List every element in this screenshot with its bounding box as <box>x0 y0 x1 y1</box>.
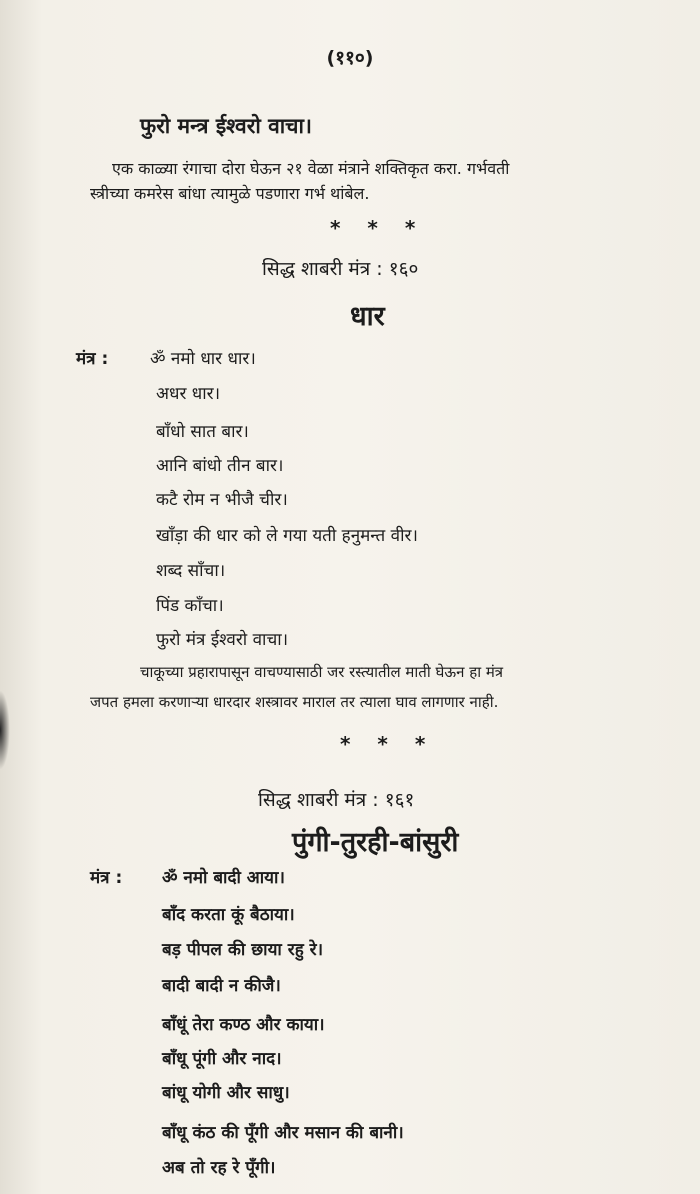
mantra-line: आनि बांधो तीन बार। <box>156 456 284 476</box>
section1-heading: फुरो मन्त्र ईश्वरो वाचा। <box>140 114 312 138</box>
mantra-line: बाँधूं तेरा कण्ठ और काया। <box>162 1015 325 1035</box>
mantra-line: बांधू योगी और साधु। <box>162 1083 290 1103</box>
section1-para-line: स्त्रीच्या कमरेस बांधा त्यामुळे पडणारा गर्भ थांबेल. <box>90 184 370 203</box>
mantra-line: बाँधू कंठ की पूँगी और मसान की बानी। <box>162 1123 404 1143</box>
section2-subtitle: सिद्ध शाबरी मंत्र : १६० <box>262 258 419 280</box>
mantra-line: पिंड काँचा। <box>156 596 224 616</box>
section2-para-line: जपत हमला करणाऱ्या धारदार शस्त्रावर माराल तर त्याला घाव लागणार नाही. <box>90 693 499 711</box>
mantra-line: अब तो रह रे पूँगी। <box>162 1158 276 1178</box>
mantra-line: खाँड़ा की धार को ले गया यती हनुमन्त वीर। <box>156 526 418 546</box>
mantra-label: मंत्र : <box>90 868 123 888</box>
mantra-line: बड़ पीपल की छाया रहु रे। <box>162 940 324 960</box>
mantra-line: बाँधू पूंगी और नाद। <box>162 1049 282 1069</box>
section2-para-line: चाकूच्या प्रहारापासून वाचण्यासाठी जर रस्त्यातील माती घेऊन हा मंत्र <box>140 663 504 681</box>
page-number: (११०) <box>326 47 374 69</box>
mantra-line: ॐ नमो बादी आया। <box>162 868 285 888</box>
mantra-line: कटै रोम न भीजै चीर। <box>156 490 288 510</box>
mantra-line: फुरो मंत्र ईश्वरो वाचा। <box>156 630 289 650</box>
section2-title: धार <box>350 301 385 332</box>
mantra-line: अधर धार। <box>156 384 221 404</box>
mantra-line: बादी बादी न कीजै। <box>162 976 281 996</box>
binding-shadow <box>0 690 10 770</box>
mantra-line: बाँधो सात बार। <box>156 422 249 442</box>
mantra-label: मंत्र : <box>76 349 109 369</box>
mantra-line: शब्द साँचा। <box>156 561 226 581</box>
mantra-line: ॐ नमो धार धार। <box>150 349 256 369</box>
section1-para-line: एक काळ्या रंगाचा दोरा घेऊन २१ वेळा मंत्राने शक्तिकृत करा. गर्भवती <box>112 159 510 178</box>
mantra-line: बाँद करता कूं बैठाया। <box>162 905 295 925</box>
separator-stars: * * * <box>340 732 436 756</box>
section3-title: पुंगी-तुरही-बांसुरी <box>292 827 459 858</box>
separator-stars: * * * <box>330 216 426 240</box>
section3-subtitle: सिद्ध शाबरी मंत्र : १६१ <box>258 789 415 811</box>
